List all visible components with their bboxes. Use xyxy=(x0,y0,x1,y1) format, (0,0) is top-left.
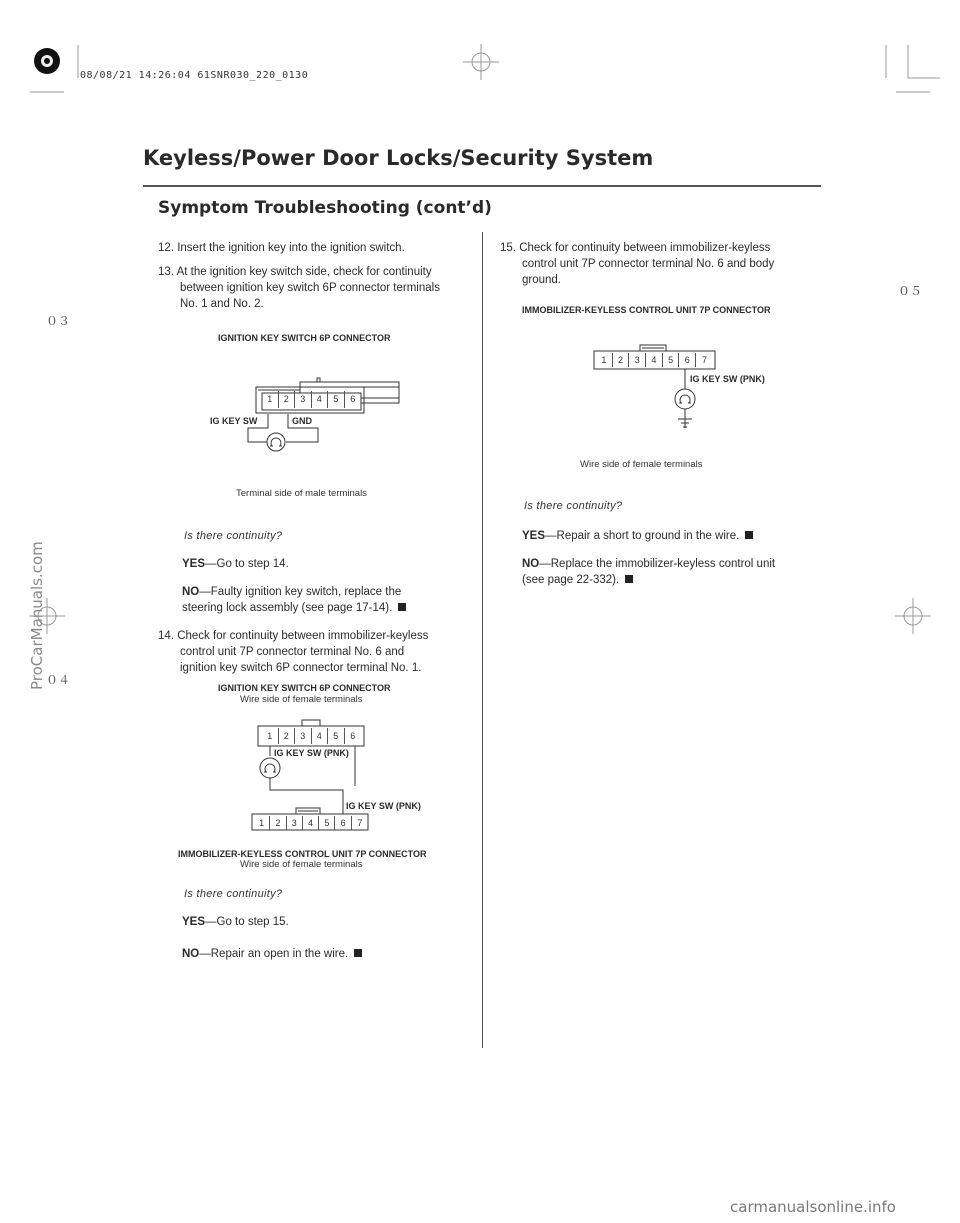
answer-2-no: NO—Repair an open in the wire. xyxy=(182,946,362,962)
column-divider xyxy=(482,232,483,1048)
fig2-diagram xyxy=(170,680,480,870)
connector-terminal: 5 xyxy=(328,391,345,408)
fig1-diagram xyxy=(200,330,460,500)
figure-ignition-switch-connector-male xyxy=(200,330,460,510)
fig2-top-title: IGNITION KEY SWITCH 6P CONNECTOR xyxy=(218,683,391,693)
connector-terminal: 6 xyxy=(350,394,356,404)
print-stamp: 08/08/21 14:26:04 61SNR030_220_0130 xyxy=(80,70,309,81)
connector-terminal: 6 xyxy=(679,353,696,367)
fig2-top-terminals xyxy=(262,728,361,744)
margin-mark-04: ０４ xyxy=(46,673,71,687)
watermark-footer: carmanualsonline.info xyxy=(730,1198,896,1216)
fig3-terminals xyxy=(596,353,713,367)
end-mark-icon xyxy=(745,531,753,539)
connector-terminal: 4 xyxy=(646,353,663,367)
connector-terminal: 5 xyxy=(663,353,680,367)
connector-terminal: 3 xyxy=(295,391,312,408)
title-rule xyxy=(143,185,821,187)
connector-terminal: 4 xyxy=(312,728,329,744)
answer-1-yes: YES—Go to step 14. xyxy=(182,558,289,570)
step-12: 12. Insert the ignition key into the ignition switch. xyxy=(158,242,405,254)
connector-terminal: 7 xyxy=(357,818,363,828)
fig3-title: IMMOBILIZER-KEYLESS CONTROL UNIT 7P CONNECTOR xyxy=(522,305,771,315)
fig3-caption: Wire side of female terminals xyxy=(580,459,703,470)
connector-terminal: 6 xyxy=(350,731,356,741)
connector-terminal: 1 xyxy=(262,391,279,408)
connector-terminal: 7 xyxy=(701,355,707,365)
step-14: 14. Check for continuity between immobilizer-keyless control unit 7P connector terminal No. 6 and ignition key switch 6P connector terminal No. 1. xyxy=(158,630,429,674)
step-15: 15. Check for continuity between immobilizer-keyless control unit 7P connector terminal No. 6 and body ground. xyxy=(500,242,775,286)
connector-terminal: 1 xyxy=(596,353,613,367)
fig2-bottom-caption: Wire side of female terminals xyxy=(240,859,363,870)
fig3-diagram xyxy=(520,300,840,480)
fig2-top-label: IG KEY SW (PNK) xyxy=(274,748,349,758)
connector-terminal: 2 xyxy=(279,728,296,744)
end-mark-icon xyxy=(398,603,406,611)
answer-1-no: NO—Faulty ignition key switch, replace the steering lock assembly (see page 17-14). xyxy=(182,584,482,616)
connector-terminal: 4 xyxy=(312,391,329,408)
figure-control-unit-to-ground xyxy=(520,300,840,480)
fig1-label-gnd: GND xyxy=(292,416,312,426)
watermark-side: ProCarManuals.com xyxy=(28,541,46,690)
margin-mark-03: ０３ xyxy=(46,314,71,328)
end-mark-icon xyxy=(354,949,362,957)
fig2-bottom-label: IG KEY SW (PNK) xyxy=(346,801,421,811)
connector-terminal: 1 xyxy=(254,816,270,830)
question-3: Is there continuity? xyxy=(524,500,623,512)
fig1-label-ig-key-sw: IG KEY SW xyxy=(210,416,258,426)
answer-2-yes: YES—Go to step 15. xyxy=(182,916,289,928)
connector-terminal: 2 xyxy=(613,353,630,367)
fig3-label: IG KEY SW (PNK) xyxy=(690,374,765,384)
connector-terminal: 5 xyxy=(319,816,335,830)
fig1-caption: Terminal side of male terminals xyxy=(236,488,367,499)
answer-3-no: NO—Replace the immobilizer-keyless control unit (see page 22-332). xyxy=(522,558,776,586)
connector-terminal: 4 xyxy=(303,816,319,830)
connector-terminal: 5 xyxy=(328,728,345,744)
connector-terminal: 2 xyxy=(270,816,286,830)
figure-continuity-ignition-to-control-unit xyxy=(170,680,480,870)
page-subtitle: Symptom Troubleshooting (cont’d) xyxy=(158,198,492,218)
answer-3-yes: YES—Repair a short to ground in the wire. xyxy=(522,528,753,544)
connector-terminal: 3 xyxy=(287,816,303,830)
fig2-bottom-title: IMMOBILIZER-KEYLESS CONTROL UNIT 7P CONNECTOR xyxy=(178,849,427,859)
connector-terminal: 2 xyxy=(279,391,296,408)
fig1-terminals xyxy=(262,391,361,408)
connector-terminal: 3 xyxy=(295,728,312,744)
fig1-title: IGNITION KEY SWITCH 6P CONNECTOR xyxy=(218,333,391,343)
step-13: 13. At the ignition key switch side, check for continuity between ignition key switch 6P connector terminals No. 1 and No. 2. xyxy=(158,266,440,310)
margin-mark-05: ０５ xyxy=(898,284,923,298)
connector-terminal: 3 xyxy=(629,353,646,367)
end-mark-icon xyxy=(625,575,633,583)
question-2: Is there continuity? xyxy=(184,888,283,900)
question-1: Is there continuity? xyxy=(184,530,283,542)
fig2-top-caption: Wire side of female terminals xyxy=(240,694,363,705)
connector-terminal: 6 xyxy=(335,816,351,830)
fig2-bottom-terminals xyxy=(254,816,368,830)
page-title: Keyless/Power Door Locks/Security System xyxy=(143,146,654,170)
connector-terminal: 1 xyxy=(262,728,279,744)
